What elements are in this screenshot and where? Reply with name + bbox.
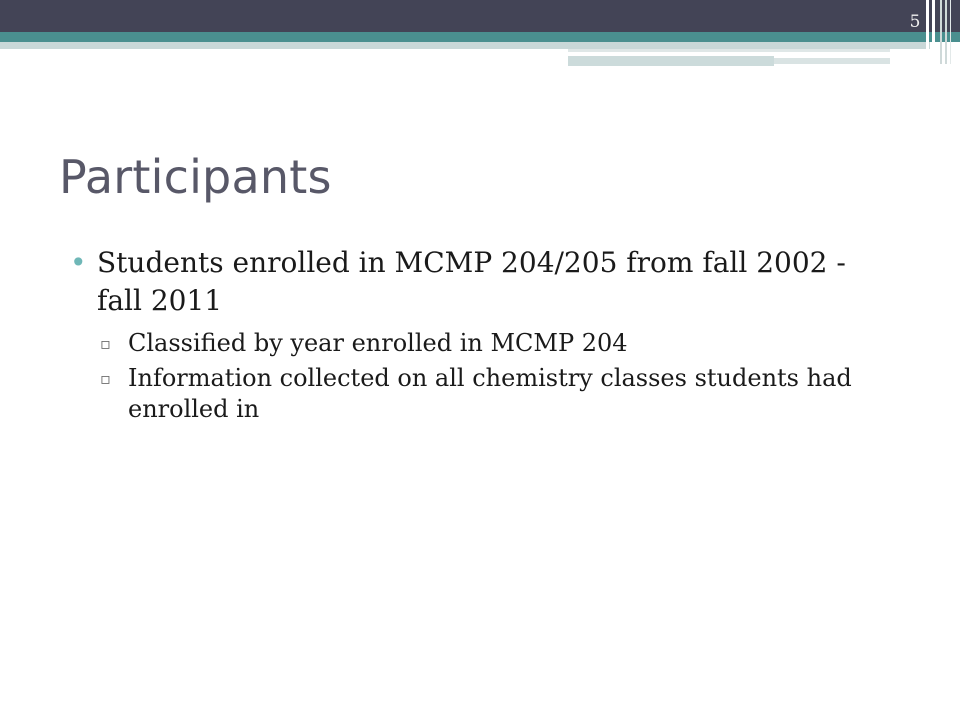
- header-band-dark: [0, 0, 960, 32]
- decorative-vertical-line: [950, 0, 951, 64]
- page-number: 5: [909, 12, 921, 32]
- square-bullet-icon: ▫: [100, 334, 111, 353]
- header-band-teal: [0, 32, 960, 42]
- decorative-vertical-line: [932, 0, 935, 64]
- header-accent-line: [568, 49, 890, 52]
- slide-title: Participants: [59, 150, 332, 204]
- sub-bullet-item: [70, 328, 890, 359]
- decorative-vertical-line: [945, 0, 947, 64]
- decorative-vertical-line: [940, 0, 942, 64]
- header-band-light: [0, 42, 930, 49]
- sub-bullet-text: Information collected on all chemistry classes students had enrolled in: [128, 364, 852, 423]
- header-accent-bar: [568, 56, 774, 66]
- square-bullet-icon: ▫: [100, 369, 111, 388]
- bullet-item: [70, 244, 890, 320]
- sub-bullet-item: [70, 363, 890, 425]
- decorative-vertical-line: [926, 0, 929, 64]
- header-accent-bar-secondary: [774, 58, 890, 64]
- sub-bullet-text: Classified by year enrolled in MCMP 204: [128, 329, 628, 357]
- bullet-list: [70, 244, 890, 429]
- bullet-dot-icon: •: [70, 246, 87, 279]
- bullet-text: Students enrolled in MCMP 204/205 from fall 2002 - fall 2011: [97, 246, 846, 317]
